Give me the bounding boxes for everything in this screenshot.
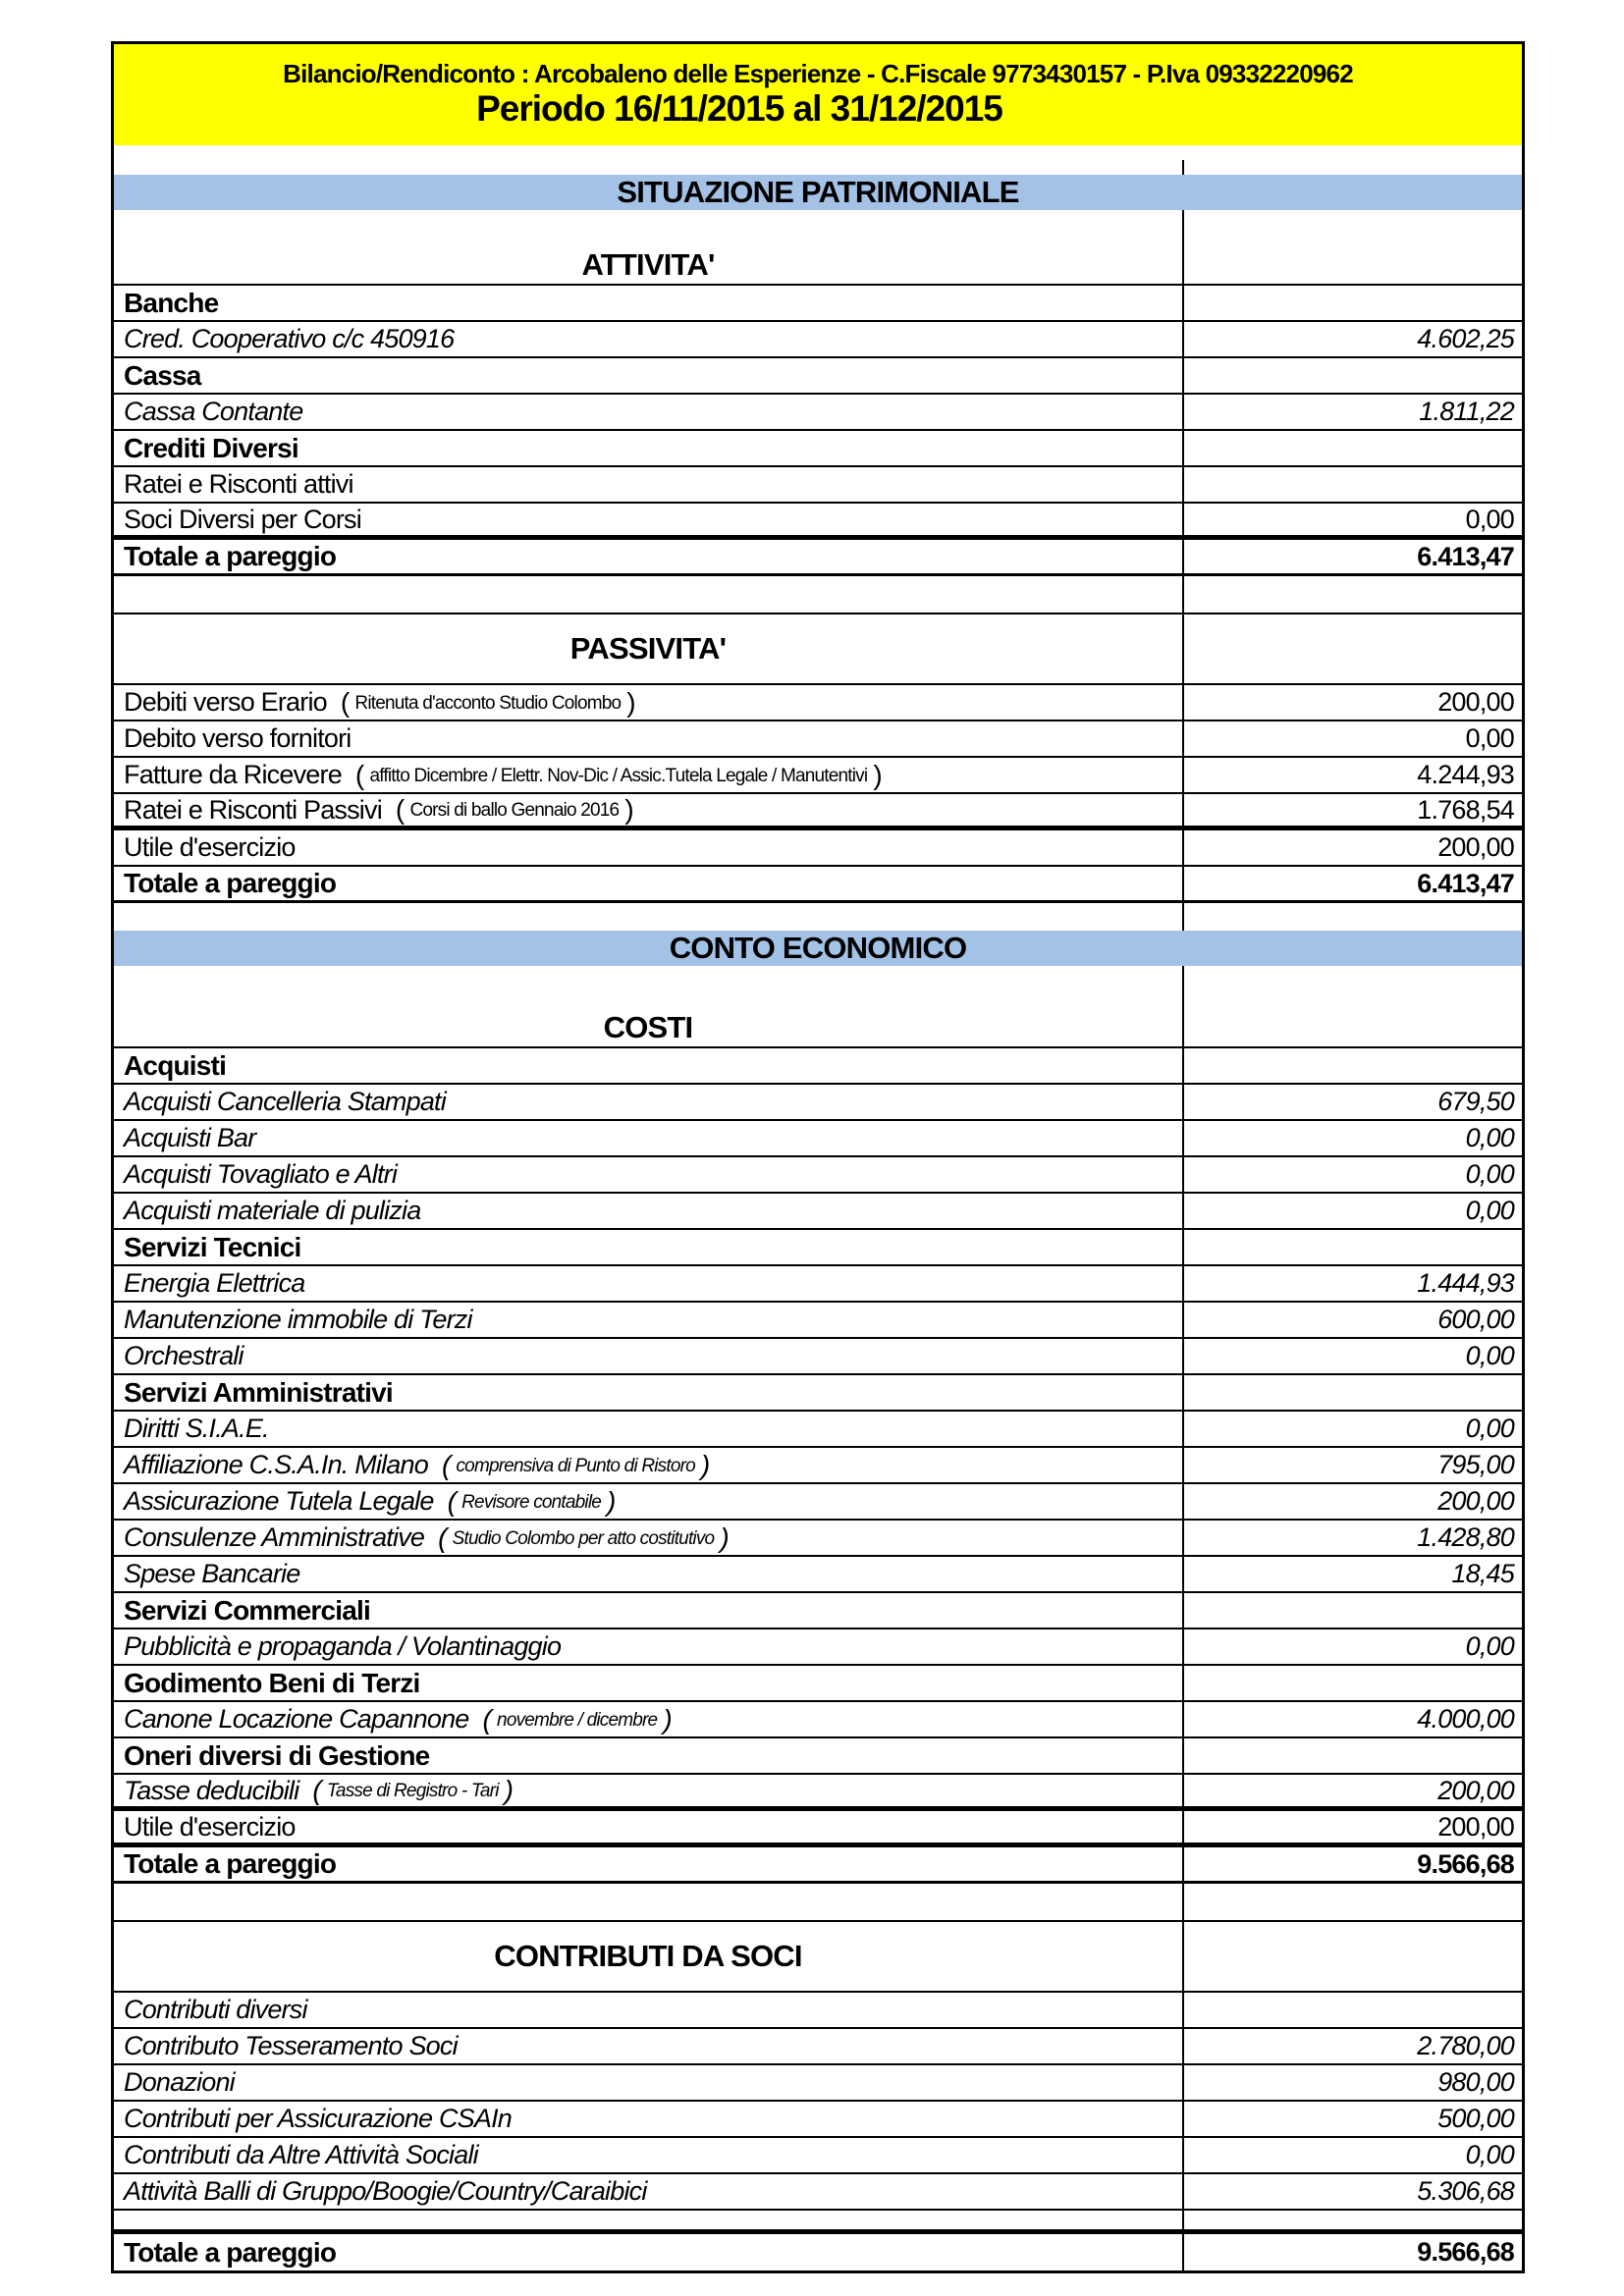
- row-label-text: Banche: [124, 287, 219, 318]
- row-label: [114, 685, 1184, 720]
- table-row: [114, 1194, 1522, 1230]
- close-paren: ): [720, 1522, 729, 1553]
- row-label: [114, 1521, 1184, 1555]
- report-period: Periodo 16/11/2015 al 31/12/2015: [476, 87, 1002, 129]
- row-label-text: Spese Bancarie: [124, 1559, 300, 1588]
- row-label: [114, 431, 1184, 465]
- section-title: [114, 246, 1184, 284]
- row-label: [114, 2174, 1184, 2209]
- table-row: [114, 758, 1522, 794]
- total-row: [114, 540, 1522, 576]
- table-row: [114, 1484, 1522, 1521]
- close-paren: ): [663, 1703, 672, 1735]
- spacer-row: [114, 966, 1522, 1009]
- row-value: 4.602,25: [1417, 324, 1514, 353]
- row-value: [1184, 210, 1522, 246]
- row-label-text: Soci Diversi per Corsi: [124, 504, 361, 534]
- row-note-text: Revisore contabile: [461, 1491, 602, 1513]
- row-label-text: Servizi Amministrativi: [124, 1376, 393, 1408]
- row-label: [114, 721, 1184, 756]
- row-note-text: affitto Dicembre / Elettr. Nov-Dic / Assic.Tutela Legale / Manutentivi: [369, 765, 868, 786]
- row-note: [448, 1486, 616, 1518]
- row-label: [114, 1702, 1184, 1736]
- row-label: [114, 2138, 1184, 2172]
- table-row: [114, 1339, 1522, 1375]
- row-value: 0,00: [1465, 1631, 1514, 1661]
- row-label-text: Acquisti Bar: [124, 1123, 256, 1152]
- row-value: 6.413,47: [1417, 541, 1514, 571]
- section-title: [114, 614, 1184, 683]
- row-label: [114, 966, 1184, 1009]
- row-label: [114, 1375, 1184, 1410]
- row-label-text: Orchestrali: [124, 1341, 244, 1370]
- row-label-text: Canone Locazione Capannone: [124, 1704, 469, 1734]
- row-value: 4.000,00: [1417, 1704, 1514, 1734]
- table-row: [114, 2029, 1522, 2065]
- row-label-text: Godimento Beni di Terzi: [124, 1667, 420, 1698]
- row-label: [114, 1557, 1184, 1591]
- row-label-text: Totale a pareggio: [124, 868, 337, 898]
- row-value: 9.566,68: [1417, 2237, 1514, 2267]
- open-paren: (: [354, 759, 364, 790]
- row-value: [1184, 1375, 1522, 1410]
- open-paren: (: [482, 1703, 492, 1735]
- close-paren: ): [607, 1485, 616, 1517]
- row-value: [1184, 2211, 1522, 2229]
- row-label: [114, 322, 1184, 356]
- row-label: [114, 1484, 1184, 1519]
- row-value: 1.768,54: [1417, 794, 1514, 825]
- row-label: [114, 2234, 1184, 2270]
- row-label-text: Fatture da Ricevere: [124, 760, 342, 789]
- row-label: [114, 1884, 1184, 1920]
- row-label-text: Acquisti materiale di pulizia: [124, 1196, 421, 1225]
- row-value: 0,00: [1465, 1123, 1514, 1152]
- row-note-text: Tasse di Registro - Tari: [326, 1781, 499, 1801]
- row-label-text: ATTIVITA': [581, 247, 715, 282]
- spacer-row: [114, 160, 1522, 175]
- row-label: [114, 2065, 1184, 2100]
- row-label: [114, 540, 1184, 573]
- row-label: [114, 2102, 1184, 2136]
- row-label-text: PASSIVITA': [569, 631, 727, 666]
- row-label-text: Cred. Cooperativo c/c 450916: [124, 324, 455, 353]
- row-value: 200,00: [1437, 1486, 1514, 1516]
- category-row: [114, 1738, 1522, 1775]
- table-row: [114, 794, 1522, 830]
- row-label: [114, 1194, 1184, 1228]
- close-paren: ): [624, 794, 633, 825]
- row-value: [1184, 358, 1522, 393]
- row-value: 200,00: [1437, 832, 1514, 862]
- report-title: Bilancio/Rendiconto : Arcobaleno delle Esperienze - C.Fiscale 9773430157 - P.Iva 09332220962: [283, 58, 1353, 88]
- row-label-text: CONTRIBUTI DA SOCI: [494, 1939, 802, 1973]
- row-label-text: Donazioni: [124, 2067, 235, 2097]
- section-title: [114, 1922, 1184, 1991]
- row-label-text: Consulenze Amministrative: [124, 1522, 425, 1552]
- table-row: [114, 2138, 1522, 2174]
- row-value: [1184, 1922, 1522, 1991]
- table-row: [114, 322, 1522, 358]
- row-label: [114, 758, 1184, 792]
- table-row: [114, 395, 1522, 431]
- spacer-row: [114, 903, 1522, 931]
- row-label: [114, 286, 1184, 320]
- row-note-text: novembre / dicembre: [497, 1709, 658, 1731]
- row-label: [114, 1303, 1184, 1337]
- close-paren: ): [504, 1775, 514, 1805]
- row-label-text: Diritti S.I.A.E.: [124, 1414, 269, 1443]
- row-label: [114, 830, 1184, 865]
- open-paren: (: [340, 686, 350, 718]
- table-row: [114, 2174, 1522, 2211]
- open-paren: (: [312, 1775, 321, 1805]
- row-note-text: Corsi di ballo Gennaio 2016: [409, 800, 620, 821]
- row-value: 0,00: [1465, 1414, 1514, 1443]
- section-band: CONTO ECONOMICO: [114, 931, 1522, 966]
- row-value: [1184, 576, 1522, 613]
- row-label: [114, 1593, 1184, 1628]
- table-row: [114, 1121, 1522, 1157]
- close-paren: ): [700, 1449, 710, 1480]
- row-label: [114, 1847, 1184, 1881]
- open-paren: (: [441, 1449, 451, 1480]
- balance-sheet: [111, 41, 1525, 2273]
- row-note: [483, 1704, 672, 1735]
- table-row: [114, 1557, 1522, 1593]
- row-value: 0,00: [1465, 504, 1514, 534]
- row-label-text: Utile d'esercizio: [124, 1811, 296, 1842]
- spacer-row: [114, 145, 1522, 160]
- row-label-text: Pubblicità e propaganda / Volantinaggio: [124, 1631, 562, 1661]
- row-value: [1184, 1993, 1522, 2027]
- row-value: 795,00: [1437, 1450, 1514, 1479]
- row-value: [1184, 1666, 1522, 1700]
- report-header: [114, 44, 1522, 145]
- row-label: [114, 1412, 1184, 1446]
- category-row: [114, 1666, 1522, 1702]
- table-row: [114, 1412, 1522, 1448]
- row-label-text: Totale a pareggio: [124, 2236, 337, 2268]
- row-value: 0,00: [1465, 723, 1514, 753]
- row-label: [114, 1738, 1184, 1773]
- row-label: [114, 903, 1184, 931]
- row-note: [396, 794, 633, 826]
- open-paren: (: [438, 1522, 447, 1553]
- row-value: [1184, 1009, 1522, 1046]
- section-header-row: [114, 613, 1522, 685]
- row-value: 500,00: [1437, 2104, 1514, 2133]
- row-label-text: Acquisti Cancelleria Stampati: [124, 1087, 446, 1116]
- table-row: [114, 1266, 1522, 1303]
- row-label: [114, 1230, 1184, 1264]
- row-note-text: Ritenuta d'acconto Studio Colombo: [354, 692, 622, 714]
- row-value: 679,50: [1437, 1087, 1514, 1116]
- row-note-text: Studio Colombo per atto costitutivo: [452, 1527, 715, 1549]
- row-value: [1184, 1230, 1522, 1264]
- open-paren: (: [447, 1485, 457, 1517]
- row-label-text: Manutenzione immobile di Terzi: [124, 1305, 472, 1334]
- row-label: [114, 504, 1184, 535]
- category-row: [114, 431, 1522, 467]
- spacer-row: [114, 1884, 1522, 1920]
- row-label-text: Totale a pareggio: [124, 1848, 337, 1879]
- row-label-text: Contributi diversi: [124, 1995, 307, 2024]
- row-value: 980,00: [1437, 2067, 1514, 2097]
- row-value: 0,00: [1465, 1159, 1514, 1189]
- table-row: [114, 1085, 1522, 1121]
- table-row: [114, 721, 1522, 758]
- row-label-text: Cassa Contante: [124, 397, 303, 426]
- row-label: [114, 1048, 1184, 1083]
- row-label: [114, 794, 1184, 826]
- table-row: [114, 1521, 1522, 1557]
- category-row: [114, 286, 1522, 322]
- row-label-text: Crediti Diversi: [124, 432, 298, 463]
- row-label: [114, 395, 1184, 429]
- row-label-text: Contributi da Altre Attività Sociali: [124, 2140, 478, 2169]
- row-label: [114, 1121, 1184, 1155]
- close-paren: ): [873, 759, 882, 790]
- row-note: [442, 1450, 710, 1481]
- table-row: [114, 1993, 1522, 2029]
- row-value: 5.306,68: [1417, 2176, 1514, 2206]
- row-value: [1184, 614, 1522, 683]
- row-label: [114, 467, 1184, 502]
- row-label-text: Attività Balli di Gruppo/Boogie/Country/Caraibici: [124, 2176, 647, 2206]
- section-header-row: [114, 246, 1522, 286]
- row-label-text: Acquisti Tovagliato e Altri: [124, 1159, 398, 1189]
- row-note-text: comprensiva di Punto di Ristoro: [456, 1455, 695, 1476]
- table-row: [114, 1811, 1522, 1847]
- row-label-text: Contributi per Assicurazione CSAIn: [124, 2104, 512, 2133]
- row-label: [114, 1775, 1184, 1806]
- open-paren: (: [395, 794, 405, 825]
- spacer-row: [114, 210, 1522, 246]
- row-label-text: Assicurazione Tutela Legale: [124, 1486, 434, 1516]
- row-value: [1184, 246, 1522, 284]
- row-value: 200,00: [1437, 687, 1514, 717]
- row-label: [114, 1811, 1184, 1842]
- row-value: 18,45: [1451, 1559, 1514, 1588]
- row-value: 600,00: [1437, 1305, 1514, 1334]
- row-label: [114, 1085, 1184, 1119]
- row-label: [114, 2211, 1184, 2229]
- total-row: [114, 867, 1522, 903]
- category-row: [114, 1048, 1522, 1085]
- row-label: [114, 1339, 1184, 1373]
- table-row: [114, 1702, 1522, 1738]
- table-row: [114, 2065, 1522, 2102]
- row-note: [438, 1522, 729, 1554]
- row-label: [114, 1666, 1184, 1700]
- category-row: [114, 1230, 1522, 1266]
- row-label: [114, 1993, 1184, 2027]
- section-header-row: [114, 1920, 1522, 1993]
- row-value: [1184, 467, 1522, 502]
- row-value: 4.244,93: [1417, 760, 1514, 789]
- row-value: 1.811,22: [1419, 397, 1514, 426]
- category-row: [114, 358, 1522, 395]
- row-value: [1184, 160, 1522, 175]
- row-value: 9.566,68: [1417, 1848, 1514, 1879]
- row-value: [1184, 431, 1522, 465]
- row-value: 200,00: [1437, 1811, 1514, 1842]
- row-label-text: Utile d'esercizio: [124, 832, 296, 862]
- row-label-text: Cassa: [124, 359, 201, 391]
- section-header-row: [114, 1009, 1522, 1048]
- row-label-text: Ratei e Risconti Passivi: [124, 794, 382, 825]
- row-value: [1184, 966, 1522, 1009]
- row-value: 0,00: [1465, 1196, 1514, 1225]
- row-label-text: Debito verso fornitori: [124, 723, 352, 753]
- row-label: [114, 1266, 1184, 1301]
- row-value: 0,00: [1465, 2140, 1514, 2169]
- row-label-text: Totale a pareggio: [124, 541, 337, 571]
- close-paren: ): [626, 686, 635, 718]
- row-value: [1184, 1884, 1522, 1920]
- row-label: [114, 1157, 1184, 1192]
- row-note: [312, 1775, 513, 1806]
- row-label-text: Tasse deducibili: [124, 1775, 299, 1805]
- row-label: [114, 867, 1184, 900]
- row-value: [1184, 1048, 1522, 1083]
- row-label: [114, 210, 1184, 246]
- row-value: [1184, 286, 1522, 320]
- spacer-row: [114, 2211, 1522, 2234]
- table-row: [114, 504, 1522, 540]
- row-value: 200,00: [1437, 1775, 1514, 1805]
- table-row: [114, 1303, 1522, 1339]
- row-label-text: Affiliazione C.S.A.In. Milano: [124, 1450, 428, 1479]
- row-value: [1184, 1593, 1522, 1628]
- table-row: [114, 2102, 1522, 2138]
- total-row: [114, 2234, 1522, 2270]
- row-label: [114, 1448, 1184, 1482]
- row-label-text: Debiti verso Erario: [124, 687, 327, 717]
- row-label: [114, 160, 1184, 175]
- row-label: [114, 1629, 1184, 1664]
- category-row: [114, 1375, 1522, 1412]
- row-label-text: Acquisti: [124, 1049, 227, 1081]
- row-label-text: Energia Elettrica: [124, 1268, 305, 1298]
- table-row: [114, 1157, 1522, 1194]
- total-row: [114, 1847, 1522, 1884]
- table-row: [114, 1775, 1522, 1811]
- row-label-text: Ratei e Risconti attivi: [124, 469, 353, 499]
- row-value: 1.444,93: [1417, 1268, 1514, 1298]
- row-label-text: COSTI: [603, 1010, 693, 1044]
- table-row: [114, 830, 1522, 867]
- table-row: [114, 685, 1522, 721]
- row-note: [355, 760, 882, 791]
- row-value: [1184, 903, 1522, 931]
- row-label-text: Oneri diversi di Gestione: [124, 1739, 430, 1771]
- section-title: [114, 1009, 1184, 1046]
- table-row: [114, 1629, 1522, 1666]
- row-label: [114, 576, 1184, 613]
- row-value: 2.780,00: [1417, 2031, 1514, 2060]
- section-band: SITUAZIONE PATRIMONIALE: [114, 175, 1522, 210]
- row-value: [1184, 1738, 1522, 1773]
- spacer-row: [114, 576, 1522, 613]
- report-rows: [114, 160, 1522, 2270]
- table-row: [114, 467, 1522, 504]
- row-label-text: Servizi Tecnici: [124, 1231, 301, 1262]
- row-note: [341, 687, 635, 719]
- row-label-text: Contributo Tesseramento Soci: [124, 2031, 458, 2060]
- table-row: [114, 1448, 1522, 1484]
- row-value: 1.428,80: [1417, 1522, 1514, 1552]
- row-value: 0,00: [1465, 1341, 1514, 1370]
- row-label: [114, 2029, 1184, 2063]
- row-value: 6.413,47: [1417, 868, 1514, 898]
- category-row: [114, 1593, 1522, 1629]
- row-label-text: Servizi Commerciali: [124, 1594, 370, 1626]
- row-label: [114, 358, 1184, 393]
